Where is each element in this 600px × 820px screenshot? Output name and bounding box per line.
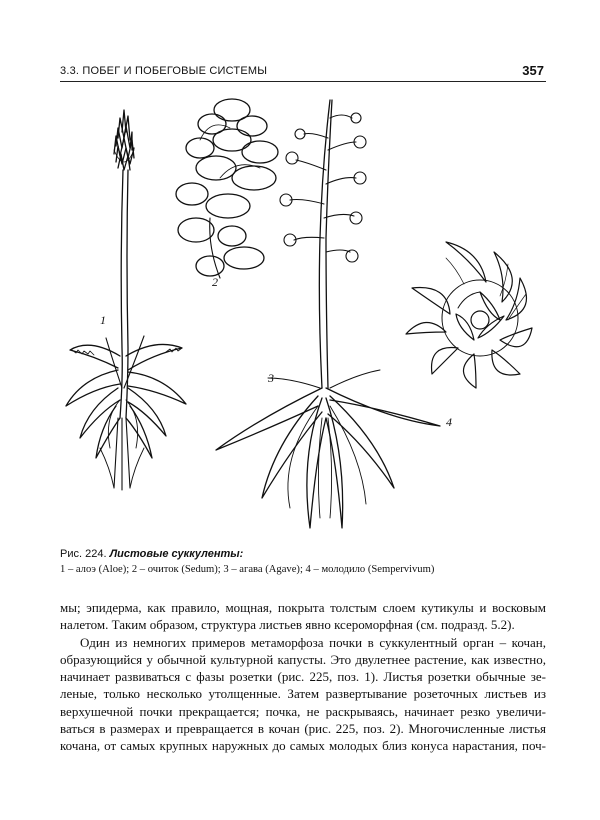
figure-plate — [60, 88, 546, 545]
agave-flower-stalk — [319, 100, 332, 388]
body-line: кочана, от самых крупных наружных до самых молодых близ конуса нарастания, поч- — [60, 738, 546, 754]
plate-label-sempervivum: 4 — [446, 415, 452, 429]
plate-label-sedum: 2 — [212, 275, 218, 289]
succulents-illustration — [60, 88, 546, 540]
plate-label-aloe: 1 — [100, 313, 106, 327]
body-line: мы; эпидерма, как правило, мощная, покрыта толстым слоем кутикулы и восковым — [60, 600, 546, 615]
aloe-inflorescence — [114, 110, 134, 170]
agave-panicle — [280, 113, 366, 262]
running-header — [60, 63, 546, 81]
header-rule — [60, 81, 546, 82]
agave-drawing — [216, 100, 440, 528]
sedum-drawing — [176, 99, 278, 278]
body-line: образующийся у обычной культурной капусты. Это двулетнее растение, как известно, — [60, 651, 546, 667]
figure-caption — [60, 547, 546, 577]
section-title: 3.3. ПОБЕГ И ПОБЕГОВЫЕ СИСТЕМЫ — [60, 65, 268, 77]
page-number: 357 — [522, 63, 544, 78]
agave-rosette — [216, 370, 440, 528]
caption-prefix: Рис. 224. — [60, 548, 107, 560]
plate-label-agave: 3 — [268, 371, 274, 385]
body-line: налетом. Таким образом, структура листьев явно ксероморфная (см. подразд. 5.2). — [60, 617, 515, 633]
caption-legend: 1 – алоэ (Aloe); 2 – очиток (Sedum); 3 – агава (Agave); 4 – молодило (Sempervivum) — [60, 564, 435, 575]
body-line: леные, только несколько утолщенные. Затем развертывание розеточных листьев из — [60, 686, 546, 702]
body-line: верхушечной почки прекращается; почка, не раскрываясь, начинает резко увеличи- — [60, 703, 546, 719]
body-line: Один из немногих примеров метаморфоза почки в суккулентный орган – кочан, — [80, 634, 546, 650]
sempervivum-drawing — [406, 242, 532, 388]
body-line: начинает развиваться с фазы розетки (рис. 225, поз. 1). Листья розетки обычные зе- — [60, 669, 546, 685]
aloe-drawing — [66, 110, 186, 490]
caption-title: Листовые суккуленты: — [109, 548, 244, 560]
body-text — [60, 599, 546, 755]
body-line: ваться в размерах и превращается в кочан (рис. 225, поз. 2). Многочисленные листья — [60, 721, 546, 737]
